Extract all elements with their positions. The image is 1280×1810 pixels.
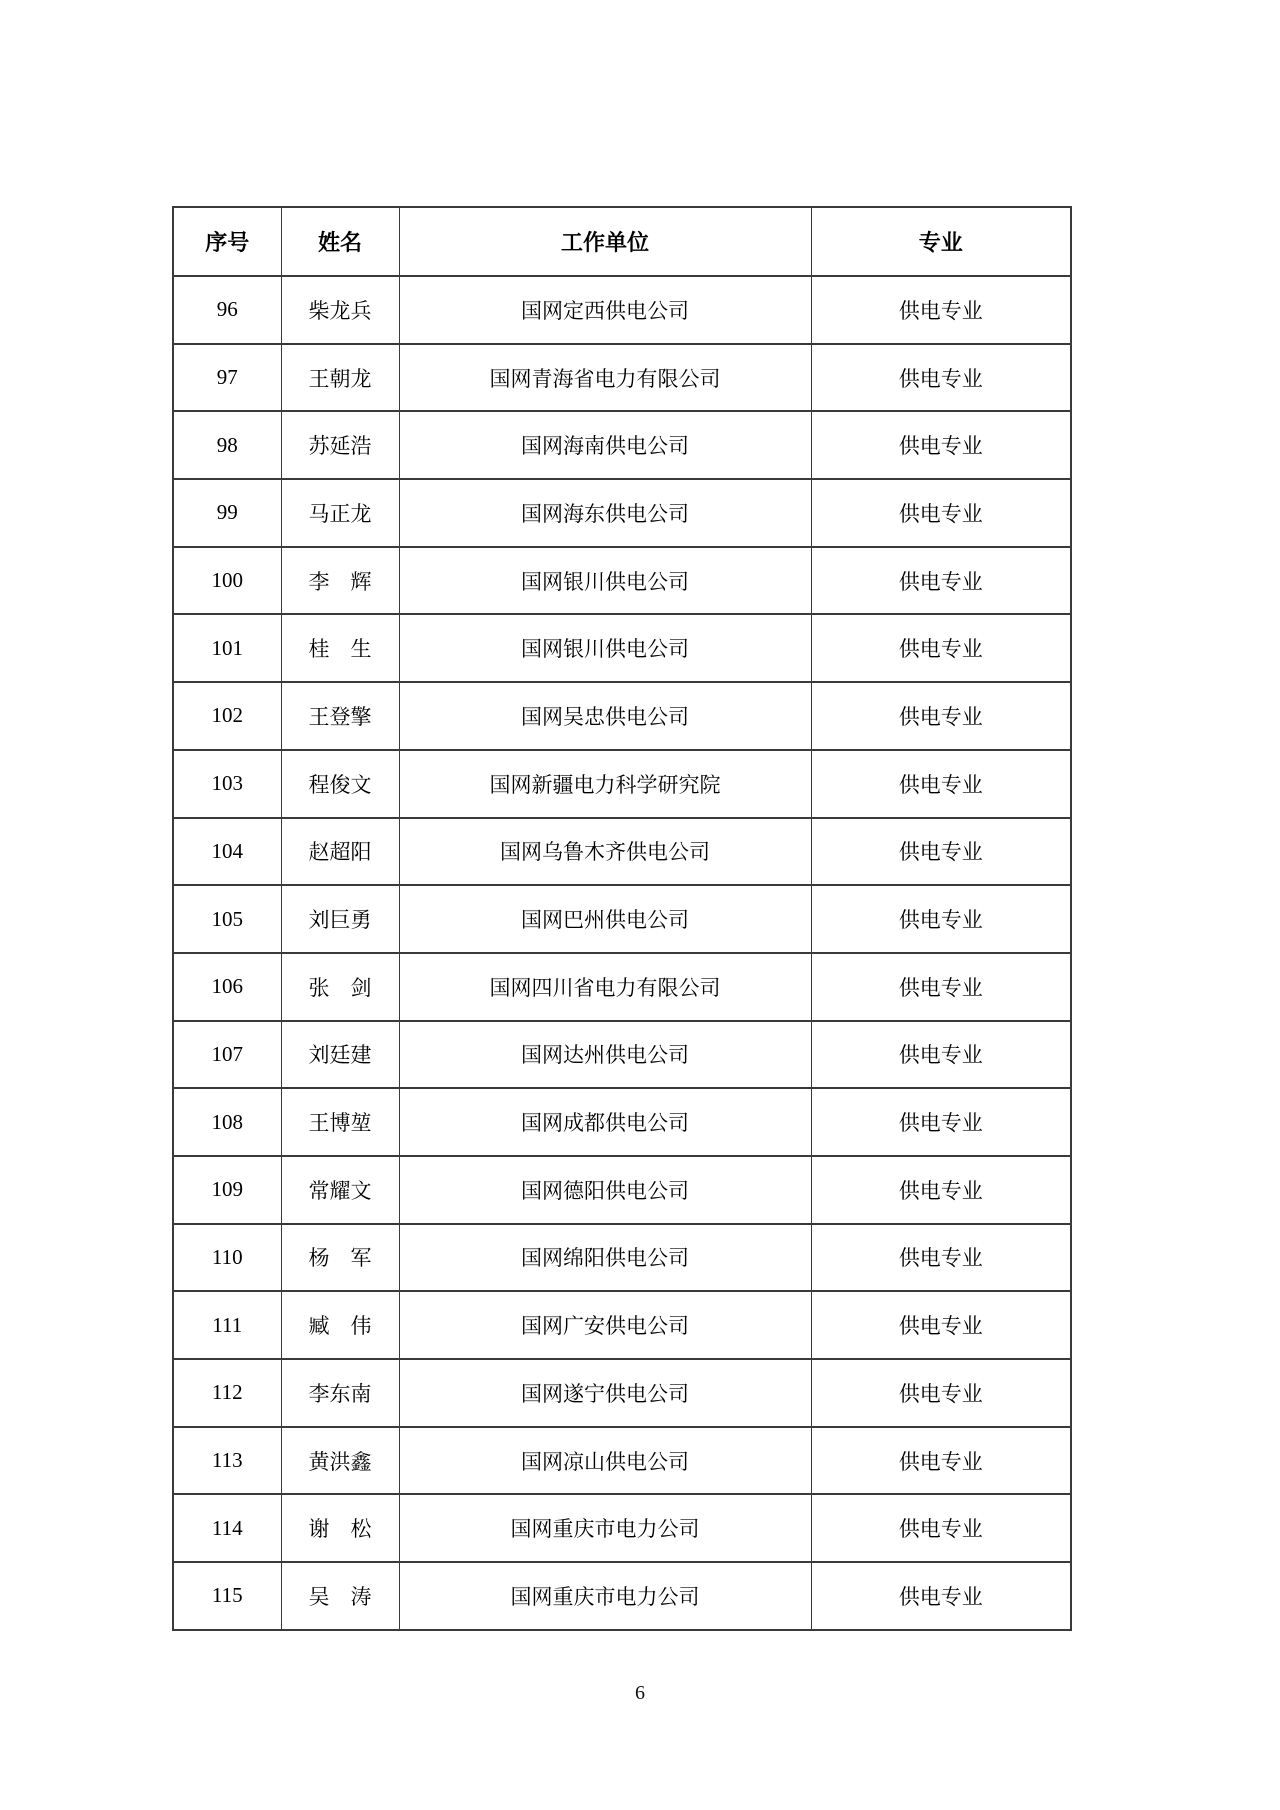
table-row bbox=[173, 1088, 1071, 1156]
major-cell: 供电专业 bbox=[811, 953, 1071, 1021]
major-cell: 供电专业 bbox=[811, 276, 1071, 344]
index-cell: 115 bbox=[173, 1562, 281, 1630]
name-cell: 李东南 bbox=[281, 1359, 399, 1427]
name-cell: 谢 松 bbox=[281, 1494, 399, 1562]
major-cell: 供电专业 bbox=[811, 1562, 1071, 1630]
major-cell: 供电专业 bbox=[811, 344, 1071, 412]
table-row bbox=[173, 1291, 1071, 1359]
major-cell: 供电专业 bbox=[811, 1291, 1071, 1359]
table-row bbox=[173, 1494, 1071, 1562]
name-cell: 王登擎 bbox=[281, 682, 399, 750]
roster-table-body bbox=[173, 276, 1071, 1630]
unit-cell: 国网重庆市电力公司 bbox=[399, 1494, 811, 1562]
table-row bbox=[173, 276, 1071, 344]
table-row bbox=[173, 344, 1071, 412]
major-cell: 供电专业 bbox=[811, 1224, 1071, 1292]
index-cell: 106 bbox=[173, 953, 281, 1021]
table-row bbox=[173, 885, 1071, 953]
index-cell: 113 bbox=[173, 1427, 281, 1495]
index-cell: 108 bbox=[173, 1088, 281, 1156]
unit-cell: 国网成都供电公司 bbox=[399, 1088, 811, 1156]
index-cell: 100 bbox=[173, 547, 281, 615]
index-cell: 110 bbox=[173, 1224, 281, 1292]
col-header-major: 专业 bbox=[811, 207, 1071, 276]
unit-cell: 国网海南供电公司 bbox=[399, 411, 811, 479]
unit-cell: 国网绵阳供电公司 bbox=[399, 1224, 811, 1292]
major-cell: 供电专业 bbox=[811, 1021, 1071, 1089]
name-cell: 桂 生 bbox=[281, 614, 399, 682]
index-cell: 96 bbox=[173, 276, 281, 344]
table-row bbox=[173, 411, 1071, 479]
index-cell: 105 bbox=[173, 885, 281, 953]
major-cell: 供电专业 bbox=[811, 682, 1071, 750]
unit-cell: 国网德阳供电公司 bbox=[399, 1156, 811, 1224]
index-cell: 107 bbox=[173, 1021, 281, 1089]
name-cell: 张 剑 bbox=[281, 953, 399, 1021]
name-cell: 黄洪鑫 bbox=[281, 1427, 399, 1495]
unit-cell: 国网重庆市电力公司 bbox=[399, 1562, 811, 1630]
roster-table-header bbox=[173, 207, 1071, 276]
name-cell: 刘廷建 bbox=[281, 1021, 399, 1089]
index-cell: 114 bbox=[173, 1494, 281, 1562]
major-cell: 供电专业 bbox=[811, 1427, 1071, 1495]
name-cell: 苏延浩 bbox=[281, 411, 399, 479]
major-cell: 供电专业 bbox=[811, 1088, 1071, 1156]
unit-cell: 国网巴州供电公司 bbox=[399, 885, 811, 953]
unit-cell: 国网达州供电公司 bbox=[399, 1021, 811, 1089]
index-cell: 103 bbox=[173, 750, 281, 818]
major-cell: 供电专业 bbox=[811, 818, 1071, 886]
major-cell: 供电专业 bbox=[811, 1156, 1071, 1224]
table-row bbox=[173, 547, 1071, 615]
table-row bbox=[173, 1021, 1071, 1089]
name-cell: 吴 涛 bbox=[281, 1562, 399, 1630]
index-cell: 111 bbox=[173, 1291, 281, 1359]
unit-cell: 国网银川供电公司 bbox=[399, 614, 811, 682]
table-row bbox=[173, 1562, 1071, 1630]
col-header-name: 姓名 bbox=[281, 207, 399, 276]
col-header-index: 序号 bbox=[173, 207, 281, 276]
index-cell: 98 bbox=[173, 411, 281, 479]
index-cell: 102 bbox=[173, 682, 281, 750]
unit-cell: 国网广安供电公司 bbox=[399, 1291, 811, 1359]
unit-cell: 国网吴忠供电公司 bbox=[399, 682, 811, 750]
major-cell: 供电专业 bbox=[811, 1494, 1071, 1562]
major-cell: 供电专业 bbox=[811, 614, 1071, 682]
header-row bbox=[173, 207, 1071, 276]
index-cell: 101 bbox=[173, 614, 281, 682]
name-cell: 刘巨勇 bbox=[281, 885, 399, 953]
name-cell: 柴龙兵 bbox=[281, 276, 399, 344]
table-row bbox=[173, 479, 1071, 547]
name-cell: 臧 伟 bbox=[281, 1291, 399, 1359]
unit-cell: 国网乌鲁木齐供电公司 bbox=[399, 818, 811, 886]
unit-cell: 国网海东供电公司 bbox=[399, 479, 811, 547]
table-row bbox=[173, 1156, 1071, 1224]
table-row bbox=[173, 614, 1071, 682]
name-cell: 杨 军 bbox=[281, 1224, 399, 1292]
page-number: 6 bbox=[635, 1682, 645, 1704]
name-cell: 赵超阳 bbox=[281, 818, 399, 886]
index-cell: 112 bbox=[173, 1359, 281, 1427]
unit-cell: 国网四川省电力有限公司 bbox=[399, 953, 811, 1021]
unit-cell: 国网银川供电公司 bbox=[399, 547, 811, 615]
table-row bbox=[173, 1359, 1071, 1427]
unit-cell: 国网遂宁供电公司 bbox=[399, 1359, 811, 1427]
major-cell: 供电专业 bbox=[811, 411, 1071, 479]
table-row bbox=[173, 750, 1071, 818]
unit-cell: 国网定西供电公司 bbox=[399, 276, 811, 344]
table-row bbox=[173, 1224, 1071, 1292]
major-cell: 供电专业 bbox=[811, 885, 1071, 953]
name-cell: 马正龙 bbox=[281, 479, 399, 547]
name-cell: 常耀文 bbox=[281, 1156, 399, 1224]
index-cell: 99 bbox=[173, 479, 281, 547]
roster-table bbox=[172, 206, 1072, 1631]
unit-cell: 国网凉山供电公司 bbox=[399, 1427, 811, 1495]
table-row bbox=[173, 818, 1071, 886]
name-cell: 程俊文 bbox=[281, 750, 399, 818]
name-cell: 李 辉 bbox=[281, 547, 399, 615]
name-cell: 王博堃 bbox=[281, 1088, 399, 1156]
index-cell: 109 bbox=[173, 1156, 281, 1224]
major-cell: 供电专业 bbox=[811, 479, 1071, 547]
major-cell: 供电专业 bbox=[811, 1359, 1071, 1427]
index-cell: 97 bbox=[173, 344, 281, 412]
name-cell: 王朝龙 bbox=[281, 344, 399, 412]
unit-cell: 国网新疆电力科学研究院 bbox=[399, 750, 811, 818]
major-cell: 供电专业 bbox=[811, 547, 1071, 615]
table-row bbox=[173, 1427, 1071, 1495]
table-row bbox=[173, 953, 1071, 1021]
table-row bbox=[173, 682, 1071, 750]
major-cell: 供电专业 bbox=[811, 750, 1071, 818]
col-header-workunit: 工作单位 bbox=[399, 207, 811, 276]
unit-cell: 国网青海省电力有限公司 bbox=[399, 344, 811, 412]
index-cell: 104 bbox=[173, 818, 281, 886]
